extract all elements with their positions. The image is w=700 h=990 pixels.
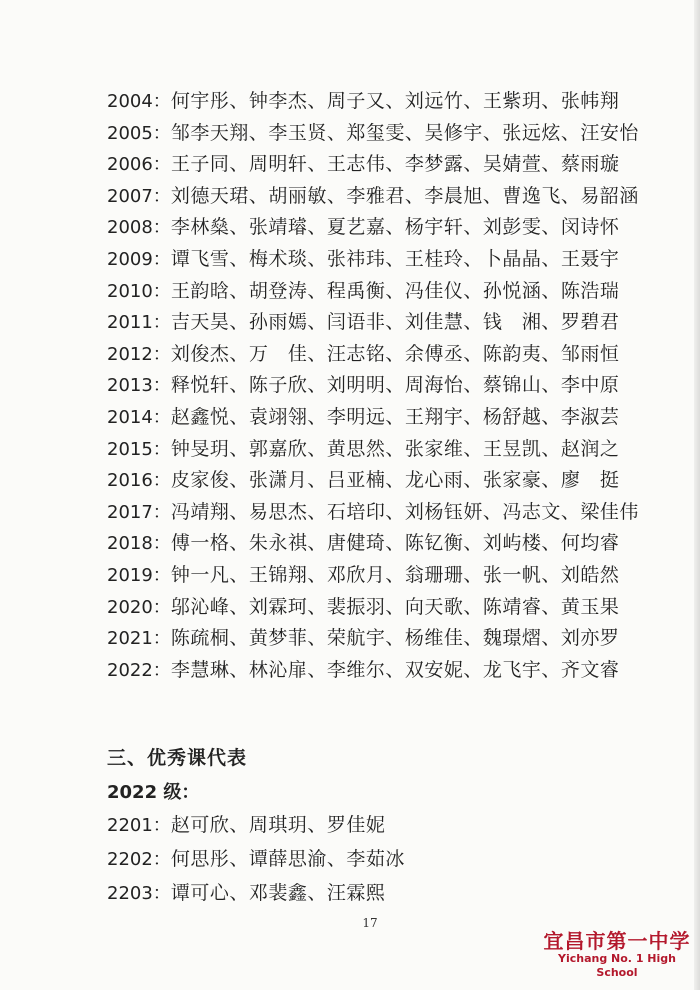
year-row-label: 2005： [107,122,171,144]
year-row-label: 2020： [107,596,171,618]
year-row [107,402,667,434]
class-row-label: 2202： [107,849,171,870]
year-row-names: 钟旻玥、郭嘉欣、黄思然、张家维、王昱凯、赵润之 [170,437,620,460]
year-row [107,276,667,308]
year-row-names: 赵鑫悦、袁翊翎、李明远、王翔宇、杨舒越、李淑芸 [170,405,620,428]
class-row-label: 2203： [107,883,171,904]
year-row-names: 钟一凡、王锦翔、邓欣月、翁珊珊、张一帆、刘皓然 [170,563,620,586]
class-row-names: 谭可心、邓裴鑫、汪霖熙 [170,882,386,904]
year-row-names: 王子同、周明轩、王志伟、李梦露、吴婧萱、蔡雨璇 [170,153,620,176]
class-row-names: 赵可欣、周琪玥、罗佳妮 [170,814,386,836]
year-row-label: 2011： [107,312,171,334]
grade-title: 2022 级： [107,782,200,803]
year-row-label: 2007： [107,185,171,207]
year-row [107,434,667,466]
class-row [107,842,667,876]
year-row-label: 2022： [107,659,171,681]
year-row-names: 邹李天翔、李玉贤、郑玺雯、吴修宇、张远炫、汪安怡 [170,121,639,144]
year-row-label: 2018： [107,533,171,555]
year-row-names: 何宇彤、钟李杰、周子又、刘远竹、王紫玥、张帏翔 [170,90,620,112]
year-row-label: 2008： [107,217,171,239]
year-row [107,307,667,339]
year-row [107,118,667,150]
year-row-names: 陈疏桐、黄梦菲、荣航宇、杨维佳、魏璟熠、刘亦罗 [170,627,620,650]
year-row-label: 2013： [107,375,171,397]
year-row-names: 王韵晗、胡登涛、程禹衡、冯佳仪、孙悦涵、陈浩瑞 [170,279,620,302]
year-row-names: 李慧琳、林沁扉、李维尔、双安妮、龙飞宇、齐文睿 [170,658,620,681]
year-row [107,149,667,181]
class-list [107,808,667,910]
year-row [107,212,667,244]
year-row [107,592,667,624]
year-row [107,528,667,560]
year-row [107,655,667,687]
year-row-names: 刘俊杰、万 佳、汪志铭、余傅丞、陈韵夷、邹雨恒 [170,342,620,365]
year-row-label: 2015： [107,438,171,460]
year-row-names: 谭飞雪、梅术琰、张祎玮、王桂玲、卜晶晶、王聂宇 [170,247,620,270]
year-row [107,181,667,213]
year-row-label: 2006： [107,154,171,176]
year-row-label: 2019： [107,564,171,586]
page-number: 17 [362,916,378,930]
school-logo-english: Yichang No. 1 High School [558,952,676,979]
year-row [107,623,667,655]
section-title: 三、优秀课代表 [107,747,248,769]
school-logo-chinese: 宜昌市第一中学 [543,929,691,953]
class-row-names: 何思彤、谭薛思渝、李茹冰 [170,848,405,870]
page-edge [694,0,700,990]
year-row-label: 2012： [107,343,171,365]
year-row-label: 2016： [107,470,171,492]
year-row [107,370,667,402]
year-row-label: 2010： [107,280,171,302]
class-row-label: 2201： [107,815,171,836]
year-row-label: 2014： [107,406,171,428]
year-list [107,86,667,686]
year-row-names: 释悦轩、陈子欣、刘明明、周海怡、蔡锦山、李中原 [170,374,620,397]
year-row-label: 2009： [107,248,171,270]
year-row-names: 吉天昊、孙雨嫣、闫语非、刘佳慧、钱 湘、罗碧君 [170,311,620,334]
year-row [107,560,667,592]
school-logo [542,930,692,980]
year-row [107,339,667,371]
year-row [107,244,667,276]
class-row [107,876,667,910]
year-row-label: 2017： [107,501,171,523]
year-row-names: 李林燊、张靖璿、夏艺嘉、杨宇轩、刘彭雯、闵诗怀 [170,216,620,239]
year-row [107,465,667,497]
year-row [107,86,667,118]
year-row-label: 2021： [107,628,171,650]
year-row-names: 冯靖翔、易思杰、石培印、刘杨钰妍、冯志文、梁佳伟 [170,500,639,523]
year-row [107,497,667,529]
class-row [107,808,667,842]
year-row-names: 皮家俊、张潇月、吕亚楠、龙心雨、张家豪、廖 挺 [170,469,620,492]
year-row-names: 傅一格、朱永祺、唐健琦、陈钇衡、刘屿楼、何均睿 [170,532,620,555]
year-row-label: 2004： [107,91,171,112]
year-row-names: 邬沁峰、刘霖珂、裴振羽、向天歌、陈靖睿、黄玉果 [170,595,620,618]
year-row-names: 刘德天珺、胡丽敏、李雅君、李晨旭、曹逸飞、易韶涵 [170,184,639,207]
